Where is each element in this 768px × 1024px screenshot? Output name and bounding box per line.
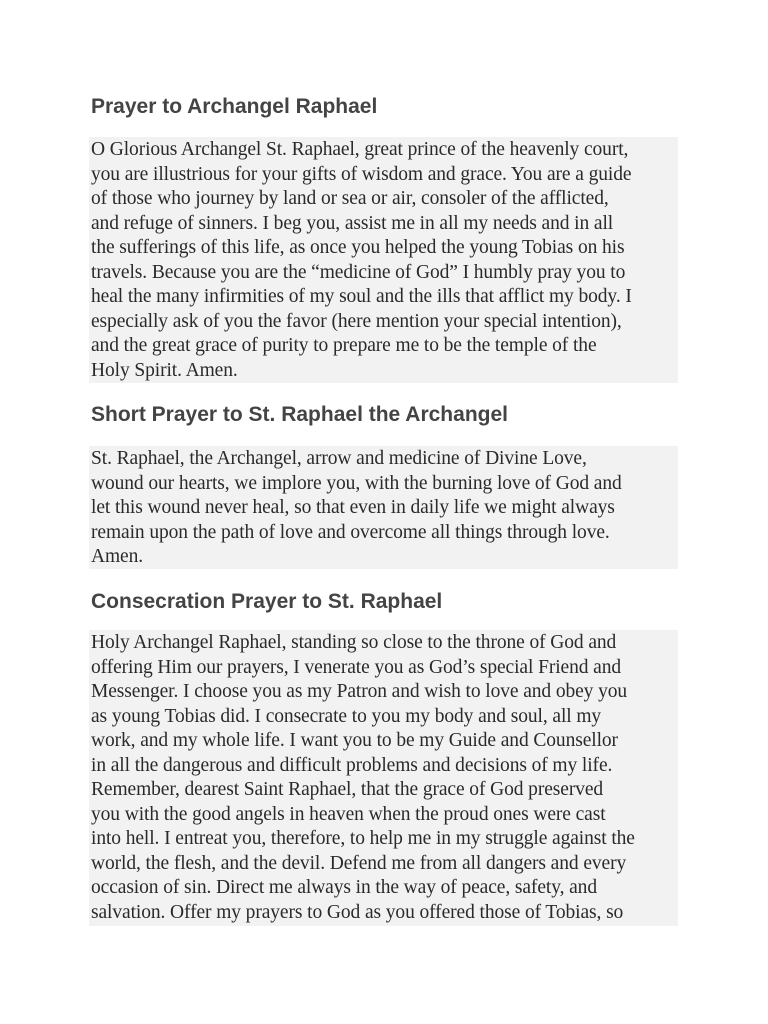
consecration-prayer-text-block	[89, 630, 678, 926]
text-line: Amen.	[91, 546, 144, 567]
text-line: O Glorious Archangel St. Raphael, great prince of the heavenly court,	[91, 139, 629, 160]
text-line: offering Him our prayers, I venerate you as God’s special Friend and	[91, 656, 622, 678]
text-line: you are illustrious for your gifts of wisdom and grace. You are a guide	[91, 163, 632, 185]
text-line: work, and my whole life. I want you to be my Guide and Counsellor	[91, 730, 618, 751]
text-line: Remember, dearest Saint Raphael, that the grace of God preserved	[91, 779, 604, 800]
text-line: salvation. Offer my prayers to God as you offered those of Tobias, so	[91, 901, 624, 923]
text-line: Holy Spirit. Amen.	[91, 359, 238, 381]
text-line: as young Tobias did. I consecrate to you my body and soul, all my	[91, 705, 602, 727]
text-line: you with the good angels in heaven when the proud ones were cast	[91, 803, 606, 825]
text-line: travels. Because you are the “medicine of God” I humbly pray you to	[91, 261, 626, 283]
text-line: the sufferings of this life, as once you helped the young Tobias on his	[91, 237, 625, 258]
text-line: heal the many infirmities of my soul and the ills that afflict my body. I	[91, 286, 632, 307]
text-line: Messenger. I choose you as my Patron and wish to love and obey you	[91, 681, 628, 702]
section-title-short-prayer: Short Prayer to St. Raphael the Archangel	[91, 403, 508, 426]
text-line: especially ask of you the favor (here mention your special intention),	[91, 310, 622, 332]
short-prayer-text-block	[89, 446, 678, 569]
text-line: St. Raphael, the Archangel, arrow and medicine of Divine Love,	[91, 448, 587, 469]
text-line: and the great grace of purity to prepare me to be the temple of the	[91, 335, 597, 356]
section-title-consecration-prayer: Consecration Prayer to St. Raphael	[91, 590, 443, 613]
text-line: occasion of sin. Direct me always in the way of peace, safety, and	[91, 877, 597, 898]
text-line: in all the dangerous and difficult problems and decisions of my life.	[91, 754, 613, 776]
text-line: of those who journey by land or sea or air, consoler of the afflicted,	[91, 188, 609, 209]
text-line: into hell. I entreat you, therefore, to help me in my struggle against the	[91, 828, 635, 849]
text-line: world, the flesh, and the devil. Defend me from all dangers and every	[91, 852, 627, 874]
text-line: and refuge of sinners. I beg you, assist me in all my needs and in all	[91, 212, 614, 234]
prayer-text-block	[89, 137, 678, 383]
text-line: let this wound never heal, so that even in daily life we might always	[91, 497, 615, 518]
section-title-prayer-to-archangel-raphael: Prayer to Archangel Raphael	[91, 95, 378, 118]
text-line: remain upon the path of love and overcome all things through love.	[91, 521, 610, 543]
text-line: wound our hearts, we implore you, with the burning love of God and	[91, 472, 622, 494]
text-line: Holy Archangel Raphael, standing so close to the throne of God and	[91, 632, 617, 653]
